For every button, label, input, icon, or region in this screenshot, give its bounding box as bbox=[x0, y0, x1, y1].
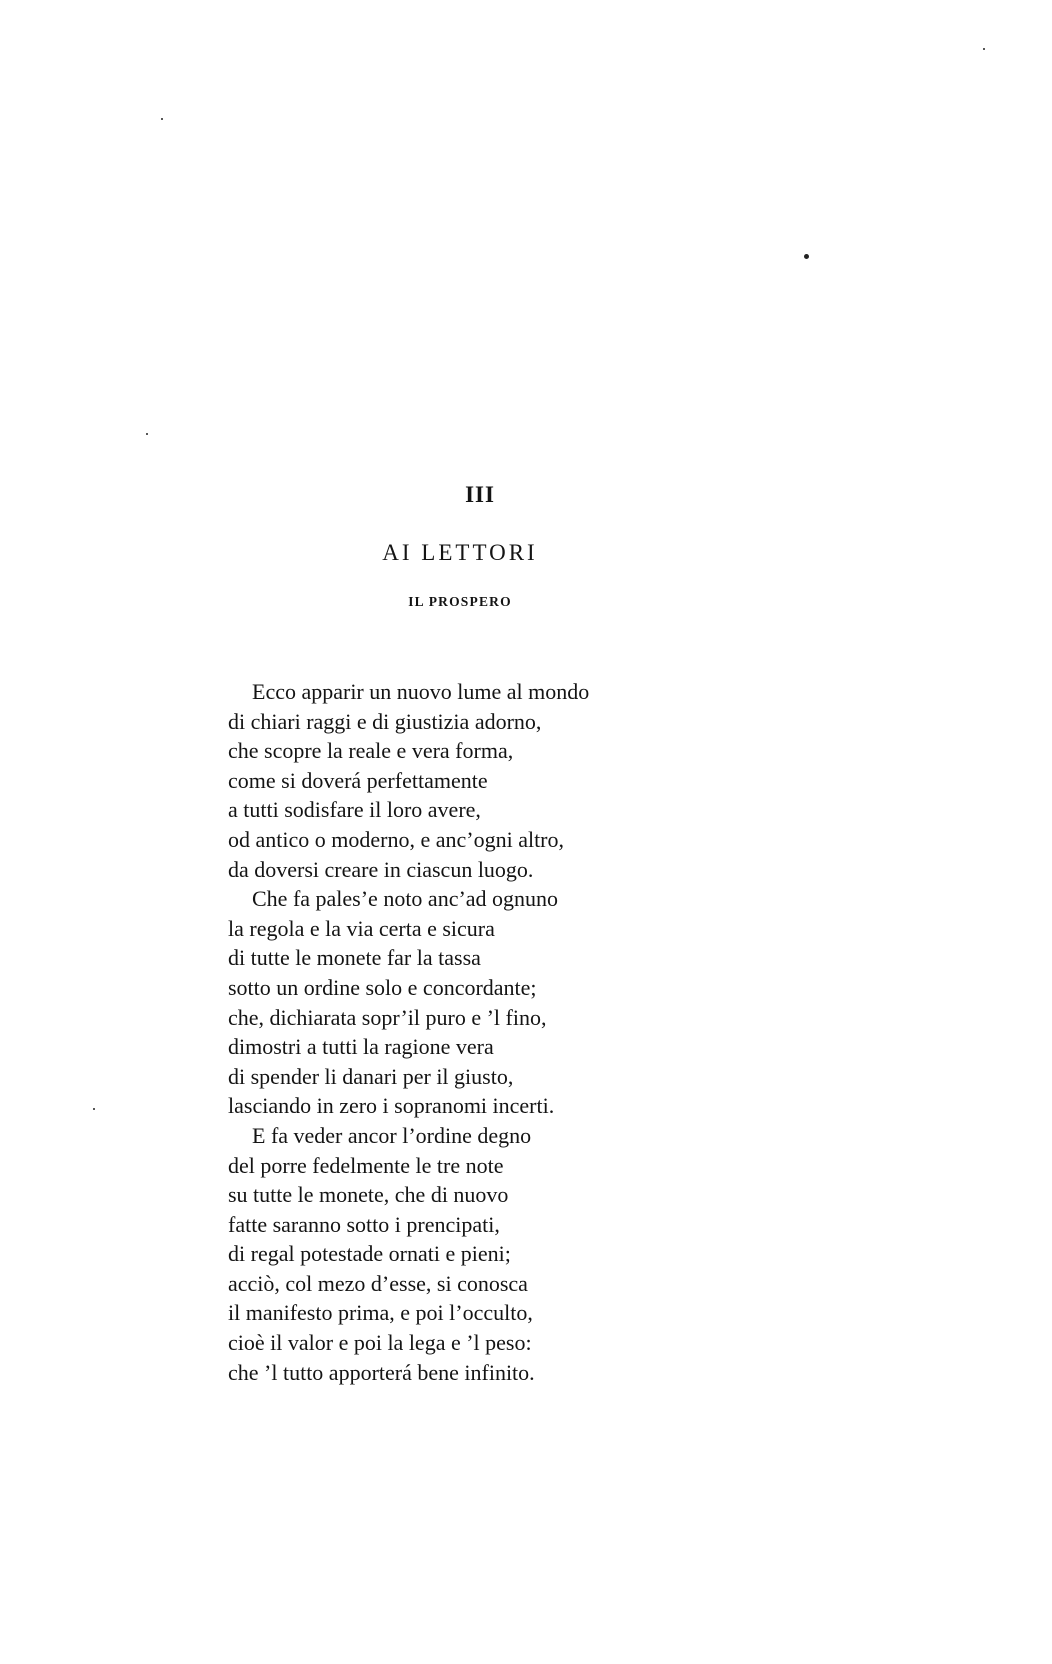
verse-line: Che fa pales’e noto anc’ad ognuno bbox=[252, 886, 559, 912]
verse-line: di regal potestade ornati e pieni; bbox=[228, 1241, 511, 1267]
verse-line: E fa veder ancor l’ordine degno bbox=[252, 1122, 532, 1148]
poem-body bbox=[228, 677, 589, 1387]
verse-line: acciò, col mezo d’esse, si conosca bbox=[228, 1270, 528, 1296]
poem-speaker: IL PROSPERO bbox=[408, 594, 512, 609]
verse-line: che scopre la reale e vera forma, bbox=[228, 738, 514, 764]
verse-line: cioè il valor e poi la lega e ’l peso: bbox=[228, 1330, 532, 1356]
verse-line: del porre fedelmente le tre note bbox=[228, 1152, 504, 1178]
print-speck bbox=[146, 433, 148, 435]
verse-line: lasciando in zero i sopranomi incerti. bbox=[228, 1093, 555, 1119]
verse-line: come si doverá perfettamente bbox=[228, 767, 488, 793]
print-speck bbox=[804, 254, 809, 259]
verse-line: od antico o moderno, e anc’ogni altro, bbox=[228, 826, 565, 852]
verse-line: che, dichiarata sopr’il puro e ’l fino, bbox=[228, 1004, 547, 1030]
verse-line: dimostri a tutti la ragione vera bbox=[228, 1034, 494, 1060]
verse-line: il manifesto prima, e poi l’occulto, bbox=[228, 1300, 533, 1326]
verse-line: fatte saranno sotto i prencipati, bbox=[228, 1211, 500, 1237]
verse-line: la regola e la via certa e sicura bbox=[228, 915, 495, 941]
verse-line: di spender li danari per il giusto, bbox=[228, 1063, 514, 1089]
chapter-number: III bbox=[465, 482, 495, 507]
verse-line: da doversi creare in ciascun luogo. bbox=[228, 856, 534, 882]
poem-title: AI LETTORI bbox=[382, 540, 538, 565]
verse-line: che ’l tutto apporterá bene infinito. bbox=[228, 1359, 535, 1385]
verse-line: Ecco apparir un nuovo lume al mondo bbox=[252, 679, 590, 704]
print-speck bbox=[983, 48, 985, 50]
verse-line: di chiari raggi e di giustizia adorno, bbox=[228, 708, 542, 734]
verse-line: sotto un ordine solo e concordante; bbox=[228, 974, 537, 1000]
verse-line: di tutte le monete far la tassa bbox=[228, 945, 481, 971]
verse-line: a tutti sodisfare il loro avere, bbox=[228, 797, 481, 823]
print-speck bbox=[93, 1108, 95, 1110]
print-speck bbox=[161, 118, 163, 120]
verse-line: su tutte le monete, che di nuovo bbox=[228, 1182, 509, 1208]
